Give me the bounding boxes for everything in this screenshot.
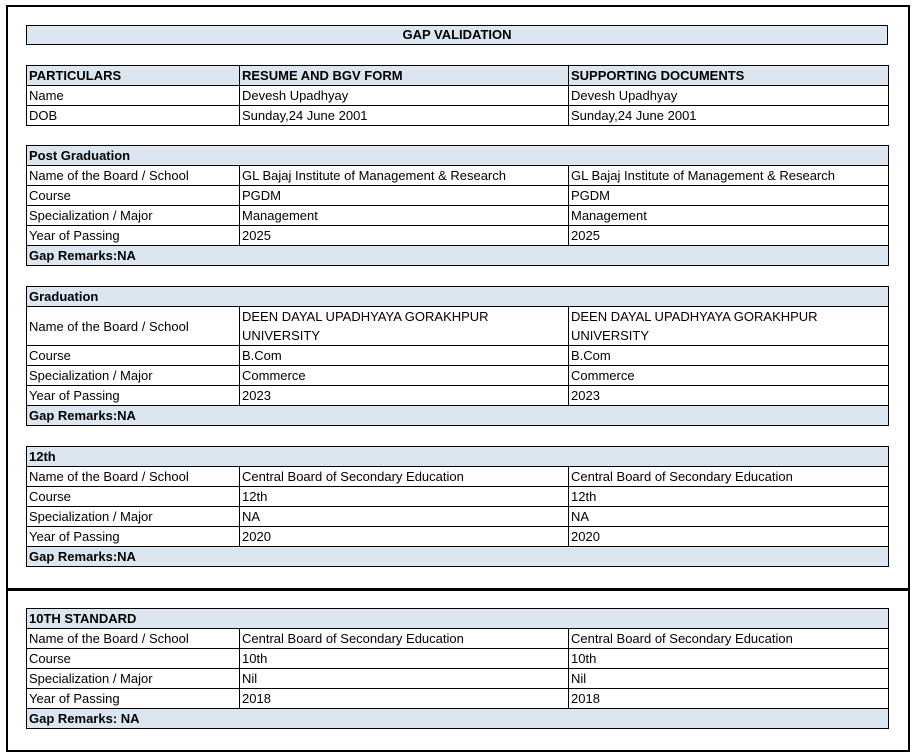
table-cell: Devesh Upadhyay bbox=[569, 86, 889, 106]
page-title: GAP VALIDATION bbox=[26, 25, 888, 45]
table-cell: DEEN DAYAL UPADHYAYA GORAKHPUR UNIVERSITY bbox=[240, 307, 569, 346]
header-cell: RESUME AND BGV FORM bbox=[240, 66, 569, 86]
table-cell: DEEN DAYAL UPADHYAYA GORAKHPUR UNIVERSITY bbox=[569, 307, 889, 346]
table-cell: Year of Passing bbox=[27, 527, 240, 547]
table-row bbox=[27, 106, 889, 126]
table-row bbox=[27, 307, 889, 346]
table-cell: Course bbox=[27, 186, 240, 206]
table-cell: Name of the Board / School bbox=[27, 467, 240, 487]
section-10th-standard bbox=[26, 608, 889, 729]
table-cell: 2023 bbox=[569, 386, 889, 406]
table-cell: Commerce bbox=[240, 366, 569, 386]
table-cell: NA bbox=[240, 507, 569, 527]
table-cell: Specialization / Major bbox=[27, 206, 240, 226]
table-cell: Sunday,24 June 2001 bbox=[240, 106, 569, 126]
table-row bbox=[27, 206, 889, 226]
table-cell: 10th bbox=[240, 649, 569, 669]
header-cell: PARTICULARS bbox=[27, 66, 240, 86]
table-cell: Central Board of Secondary Education bbox=[569, 629, 889, 649]
table-cell: B.Com bbox=[569, 346, 889, 366]
table-row bbox=[27, 386, 889, 406]
section-post-graduation bbox=[26, 145, 889, 266]
table-cell: NA bbox=[569, 507, 889, 527]
table-row bbox=[27, 226, 889, 246]
gap-remarks: Gap Remarks:NA bbox=[27, 246, 889, 266]
section-12th bbox=[26, 446, 889, 567]
table-cell: 12th bbox=[240, 487, 569, 507]
table-cell: 2018 bbox=[569, 689, 889, 709]
table-cell: 2025 bbox=[240, 226, 569, 246]
gap-remarks: Gap Remarks: NA bbox=[27, 709, 889, 729]
table-cell: Nil bbox=[240, 669, 569, 689]
table-row bbox=[27, 186, 889, 206]
table-cell: Commerce bbox=[569, 366, 889, 386]
table-row bbox=[27, 86, 889, 106]
table-cell: 2023 bbox=[240, 386, 569, 406]
table-row bbox=[27, 166, 889, 186]
table-cell: Course bbox=[27, 346, 240, 366]
table-cell: Year of Passing bbox=[27, 386, 240, 406]
table-row bbox=[27, 527, 889, 547]
table-cell: Management bbox=[240, 206, 569, 226]
table-row bbox=[27, 346, 889, 366]
section-heading: Post Graduation bbox=[27, 146, 889, 166]
table-cell: Specialization / Major bbox=[27, 366, 240, 386]
section-graduation bbox=[26, 286, 889, 426]
table-row bbox=[27, 507, 889, 527]
section-heading: Graduation bbox=[27, 287, 889, 307]
gap-remarks: Gap Remarks:NA bbox=[27, 547, 889, 567]
table-row bbox=[27, 689, 889, 709]
table-cell: 2020 bbox=[240, 527, 569, 547]
table-row bbox=[27, 649, 889, 669]
table-cell: 2020 bbox=[569, 527, 889, 547]
table-cell: Central Board of Secondary Education bbox=[240, 629, 569, 649]
table-cell: 12th bbox=[569, 487, 889, 507]
table-row bbox=[27, 487, 889, 507]
table-cell: Name of the Board / School bbox=[27, 307, 240, 346]
table-cell: Nil bbox=[569, 669, 889, 689]
table-cell: DOB bbox=[27, 106, 240, 126]
table-cell: Course bbox=[27, 649, 240, 669]
gap-remarks: Gap Remarks:NA bbox=[27, 406, 889, 426]
table-cell: 10th bbox=[569, 649, 889, 669]
table-cell: GL Bajaj Institute of Management & Research bbox=[569, 166, 889, 186]
table-row bbox=[27, 669, 889, 689]
section-heading: 12th bbox=[27, 447, 889, 467]
table-cell: Central Board of Secondary Education bbox=[240, 467, 569, 487]
table-cell: GL Bajaj Institute of Management & Research bbox=[240, 166, 569, 186]
table-cell: PGDM bbox=[569, 186, 889, 206]
table-row bbox=[27, 629, 889, 649]
table-cell: Specialization / Major bbox=[27, 507, 240, 527]
table-cell: Name bbox=[27, 86, 240, 106]
personal-table bbox=[26, 65, 889, 126]
table-cell: Course bbox=[27, 487, 240, 507]
section-heading: 10TH STANDARD bbox=[27, 609, 889, 629]
table-cell: Sunday,24 June 2001 bbox=[569, 106, 889, 126]
table-cell: Specialization / Major bbox=[27, 669, 240, 689]
header-cell: SUPPORTING DOCUMENTS bbox=[569, 66, 889, 86]
table-cell: B.Com bbox=[240, 346, 569, 366]
table-row bbox=[27, 467, 889, 487]
table-cell: 2025 bbox=[569, 226, 889, 246]
table-row bbox=[27, 366, 889, 386]
header-row bbox=[27, 66, 889, 86]
table-cell: Devesh Upadhyay bbox=[240, 86, 569, 106]
table-cell: PGDM bbox=[240, 186, 569, 206]
table-cell: Year of Passing bbox=[27, 689, 240, 709]
table-cell: 2018 bbox=[240, 689, 569, 709]
table-cell: Management bbox=[569, 206, 889, 226]
table-cell: Central Board of Secondary Education bbox=[569, 467, 889, 487]
table-cell: Year of Passing bbox=[27, 226, 240, 246]
table-cell: Name of the Board / School bbox=[27, 166, 240, 186]
table-cell: Name of the Board / School bbox=[27, 629, 240, 649]
